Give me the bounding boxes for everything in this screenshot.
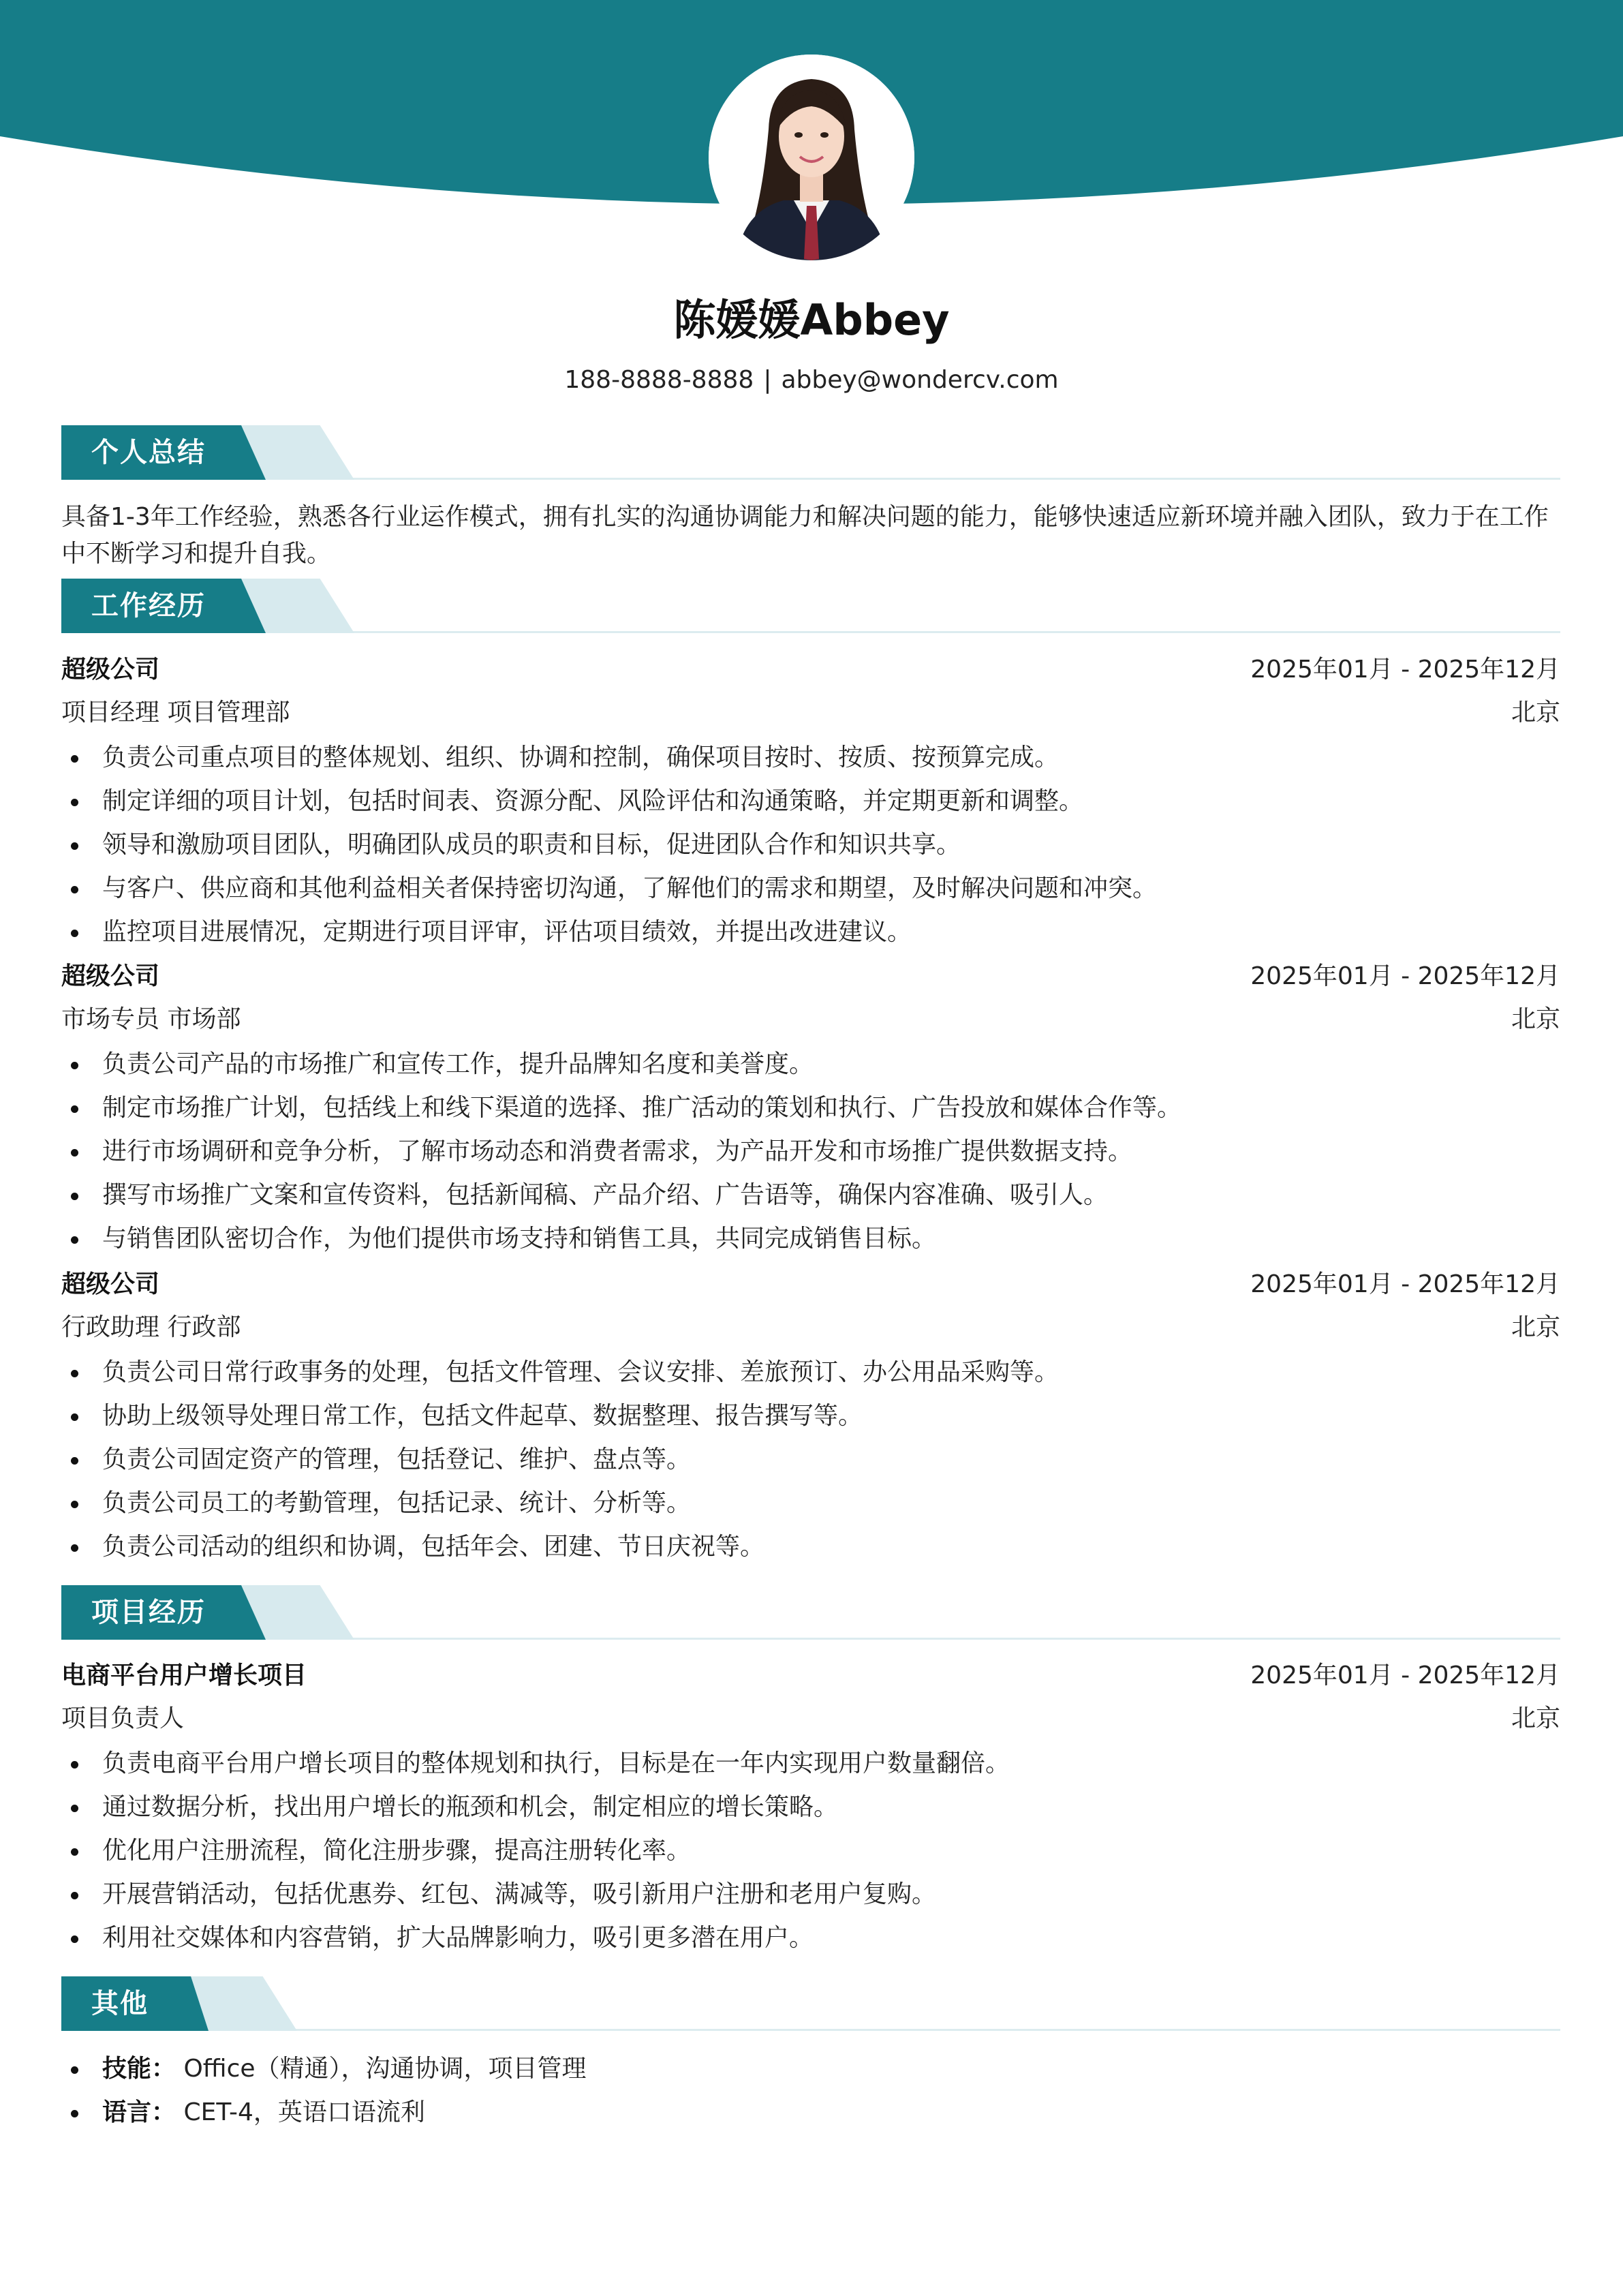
list-item: 通过数据分析，找出用户增长的瓶颈和机会，制定相应的增长策略。: [61, 1786, 1560, 1829]
list-item: 撰写市场推广文案和宣传资料，包括新闻稿、产品介绍、广告语等，确保内容准确、吸引人。: [61, 1174, 1560, 1217]
language-value: CET-4，英语口语流利: [183, 2098, 425, 2126]
list-item: 与客户、供应商和其他利益相关者保持密切沟通，了解他们的需求和期望，及时解决问题和冲突。: [61, 867, 1560, 910]
skills-label: 技能：: [102, 2055, 176, 2083]
list-item: 负责公司重点项目的整体规划、组织、协调和控制，确保项目按时、按质、按预算完成。: [61, 736, 1560, 780]
list-item: 负责电商平台用户增长项目的整体规划和执行，目标是在一年内实现用户数量翻倍。: [61, 1742, 1560, 1786]
section-title: 个人总结: [91, 437, 206, 468]
project-city: 北京: [1511, 1704, 1560, 1732]
other-list: [61, 2047, 1560, 2134]
list-item: 领导和激励项目团队，明确团队成员的职责和目标，促进团队合作和知识共享。: [61, 823, 1560, 867]
list-item: 负责公司员工的考勤管理，包括记录、统计、分析等。: [61, 1482, 1560, 1525]
summary-text: 具备1-3年工作经验，熟悉各行业运作模式，拥有扎实的沟通协调能力和解决问题的能力，能够快速适应新环境并融入团队，致力于在工作中不断学习和提升自我。: [61, 503, 1549, 568]
project-header: [61, 1656, 1560, 1696]
job-role: 市场专员 市场部: [61, 1005, 241, 1033]
language-item: [61, 2091, 1560, 2134]
company-name: 超级公司: [61, 656, 160, 684]
list-item: 开展营销活动，包括优惠券、红包、满减等，吸引新用户注册和老用户复购。: [61, 1873, 1560, 1916]
company-name: 超级公司: [61, 1270, 160, 1298]
list-item: 协助上级领导处理日常工作，包括文件起草、数据整理、报告撰写等。: [61, 1394, 1560, 1438]
list-item: 负责公司产品的市场推广和宣传工作，提升品牌知名度和美誉度。: [61, 1043, 1560, 1086]
skills-item: [61, 2047, 1560, 2091]
section-header-other: [61, 1976, 1560, 2031]
list-item: 优化用户注册流程，简化注册步骤，提高注册转化率。: [61, 1829, 1560, 1873]
section-title: 其他: [91, 1988, 149, 2019]
project-date: 2025年01月 - 2025年12月: [1250, 1662, 1560, 1689]
contact-separator: |: [763, 366, 772, 394]
email-address: abbey@wondercv.com: [781, 366, 1059, 394]
job-date: 2025年01月 - 2025年12月: [1250, 1270, 1560, 1298]
list-item: 监控项目进展情况，定期进行项目评审，评估项目绩效，并提出改进建议。: [61, 910, 1560, 954]
project-duties: [61, 1742, 1560, 1960]
job-duties: [61, 736, 1560, 954]
language-label: 语言：: [102, 2098, 176, 2126]
section-header-summary: [61, 425, 1560, 480]
job-header: [61, 1265, 1560, 1304]
list-item: 利用社交媒体和内容营销，扩大品牌影响力，吸引更多潜在用户。: [61, 1916, 1560, 1960]
job-city: 北京: [1511, 699, 1560, 726]
candidate-name: 陈媛媛Abbey: [673, 295, 950, 345]
phone-number: 188-8888-8888: [564, 366, 754, 394]
skills-value: Office（精通），沟通协调，项目管理: [183, 2055, 587, 2083]
person-photo-icon: [709, 55, 914, 260]
list-item: 制定详细的项目计划，包括时间表、资源分配、风险评估和沟通策略，并定期更新和调整。: [61, 780, 1560, 823]
job-header: [61, 957, 1560, 996]
job-city: 北京: [1511, 1005, 1560, 1033]
project-role-row: [61, 1699, 1560, 1739]
project-role: 项目负责人: [61, 1704, 185, 1732]
avatar: [709, 55, 914, 260]
job-city: 北京: [1511, 1313, 1560, 1341]
job-date: 2025年01月 - 2025年12月: [1250, 962, 1560, 990]
section-header-projects: [61, 1585, 1560, 1640]
job-date: 2025年01月 - 2025年12月: [1250, 656, 1560, 684]
job-duties: [61, 1043, 1560, 1261]
job-role: 行政助理 行政部: [61, 1313, 241, 1341]
list-item: 负责公司固定资产的管理，包括登记、维护、盘点等。: [61, 1438, 1560, 1482]
list-item: 进行市场调研和竞争分析，了解市场动态和消费者需求，为产品开发和市场推广提供数据支持。: [61, 1130, 1560, 1174]
job-role: 项目经理 项目管理部: [61, 699, 290, 726]
list-item: 负责公司日常行政事务的处理，包括文件管理、会议安排、差旅预订、办公用品采购等。: [61, 1351, 1560, 1394]
section-title: 工作经历: [91, 590, 206, 622]
section-header-work: [61, 579, 1560, 633]
job-role-row: [61, 1308, 1560, 1347]
list-item: 与销售团队密切合作，为他们提供市场支持和销售工具，共同完成销售目标。: [61, 1217, 1560, 1261]
project-name: 电商平台用户增长项目: [61, 1662, 307, 1689]
section-title: 项目经历: [91, 1597, 206, 1628]
list-item: 负责公司活动的组织和协调，包括年会、团建、节日庆祝等。: [61, 1525, 1560, 1569]
job-duties: [61, 1351, 1560, 1569]
job-role-row: [61, 1000, 1560, 1039]
contact-line: [0, 361, 1623, 399]
job-role-row: [61, 693, 1560, 733]
list-item: 制定市场推广计划，包括线上和线下渠道的选择、推广活动的策划和执行、广告投放和媒体合作等。: [61, 1086, 1560, 1130]
company-name: 超级公司: [61, 962, 160, 990]
job-header: [61, 650, 1560, 690]
